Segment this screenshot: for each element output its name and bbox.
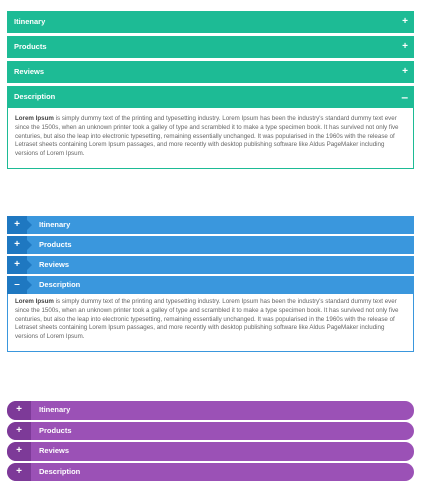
description-body: is simply dummy text of the printing and typesetting industry. Lorem Ipsum has been the industry's standard dummy text ever since the 1500s, when an unknown printer took a galley of type and scrambled it to make a type specimen book. It has survived not only five centuries, but also the leap into electronic typesetting, remaining essentially unchanged. It was popularised in the 1960s with the release of Letraset sheets containing Lorem Ipsum passages, and more recently with desktop publishing software like Aldus PageMaker including versions of Lorem Ipsum. xyxy=(15,298,399,341)
plus-icon: + xyxy=(7,256,27,274)
description-body: is simply dummy text of the printing and typesetting industry. Lorem Ipsum has been the industry's standard dummy text ever since the 1500s, when an unknown printer took a galley of type and scrambled it to make a type specimen book. It has survived not only five centuries, but also the leap into electronic typesetting, remaining essentially unchanged. It was popularised in the 1960s with the release of Letraset sheets containing Lorem Ipsum passages, and more recently with desktop publishing software like Aldus PageMaker including versions of Lorem Ipsum. xyxy=(15,115,399,158)
accordion-panel-description xyxy=(7,108,414,169)
accordion-header-description[interactable] xyxy=(7,276,414,294)
plus-icon: + xyxy=(7,216,27,234)
accordion-item-itinenary xyxy=(7,401,414,420)
plus-icon: + xyxy=(7,401,31,420)
accordion-header-label: Description xyxy=(14,92,56,101)
description-lead: Lorem Ipsum xyxy=(15,298,54,305)
accordion-header-label: Reviews xyxy=(14,67,45,76)
accordion-item-products xyxy=(7,236,414,254)
accordion-header-label: Description xyxy=(39,280,81,289)
accordion-header-reviews[interactable] xyxy=(7,256,414,274)
accordion-header-reviews[interactable] xyxy=(7,61,414,83)
accordion-item-reviews xyxy=(7,442,414,461)
accordion-panel-description xyxy=(7,292,414,352)
accordion-header-label: Description xyxy=(39,466,81,476)
plus-icon: + xyxy=(402,41,408,52)
accordion-item-itinenary xyxy=(7,216,414,234)
accordion-header-label: Products xyxy=(39,240,72,249)
accordion-header-itinenary[interactable] xyxy=(7,401,414,420)
accordion-item-reviews xyxy=(7,256,414,274)
plus-icon: + xyxy=(7,442,31,461)
description-text xyxy=(15,115,406,159)
accordion-purple xyxy=(7,401,414,483)
plus-icon: + xyxy=(7,422,31,441)
accordion-header-label: Itinenary xyxy=(14,17,46,26)
accordion-header-description[interactable] xyxy=(7,463,414,482)
accordion-item-description xyxy=(7,276,414,352)
accordion-header-description[interactable] xyxy=(7,86,414,108)
description-lead: Lorem Ipsum xyxy=(15,115,54,122)
accordion-blue xyxy=(7,216,414,354)
accordion-header-label: Products xyxy=(14,42,47,51)
minus-icon: – xyxy=(401,90,408,104)
accordion-header-label: Reviews xyxy=(39,446,70,455)
accordion-item-products xyxy=(7,36,414,58)
minus-icon: – xyxy=(7,276,27,294)
accordion-header-reviews[interactable] xyxy=(7,442,414,461)
accordion-header-products[interactable] xyxy=(7,236,414,254)
accordion-teal xyxy=(7,11,414,172)
plus-icon: + xyxy=(7,236,27,254)
accordion-header-itinenary[interactable] xyxy=(7,11,414,33)
accordion-item-reviews xyxy=(7,61,414,83)
accordion-item-description xyxy=(7,86,414,169)
accordion-header-products[interactable] xyxy=(7,422,414,441)
accordion-header-label: Products xyxy=(39,425,72,435)
plus-icon: + xyxy=(402,16,408,27)
accordion-item-products xyxy=(7,422,414,441)
accordion-header-label: Itinenary xyxy=(39,405,71,414)
accordion-item-description xyxy=(7,463,414,482)
plus-icon: + xyxy=(7,463,31,482)
accordion-header-products[interactable] xyxy=(7,36,414,58)
accordion-header-label: Itinenary xyxy=(39,220,71,229)
accordion-header-itinenary[interactable] xyxy=(7,216,414,234)
accordion-item-itinenary xyxy=(7,11,414,33)
plus-icon: + xyxy=(402,66,408,77)
accordion-header-label: Reviews xyxy=(39,260,70,269)
description-text xyxy=(15,298,406,342)
